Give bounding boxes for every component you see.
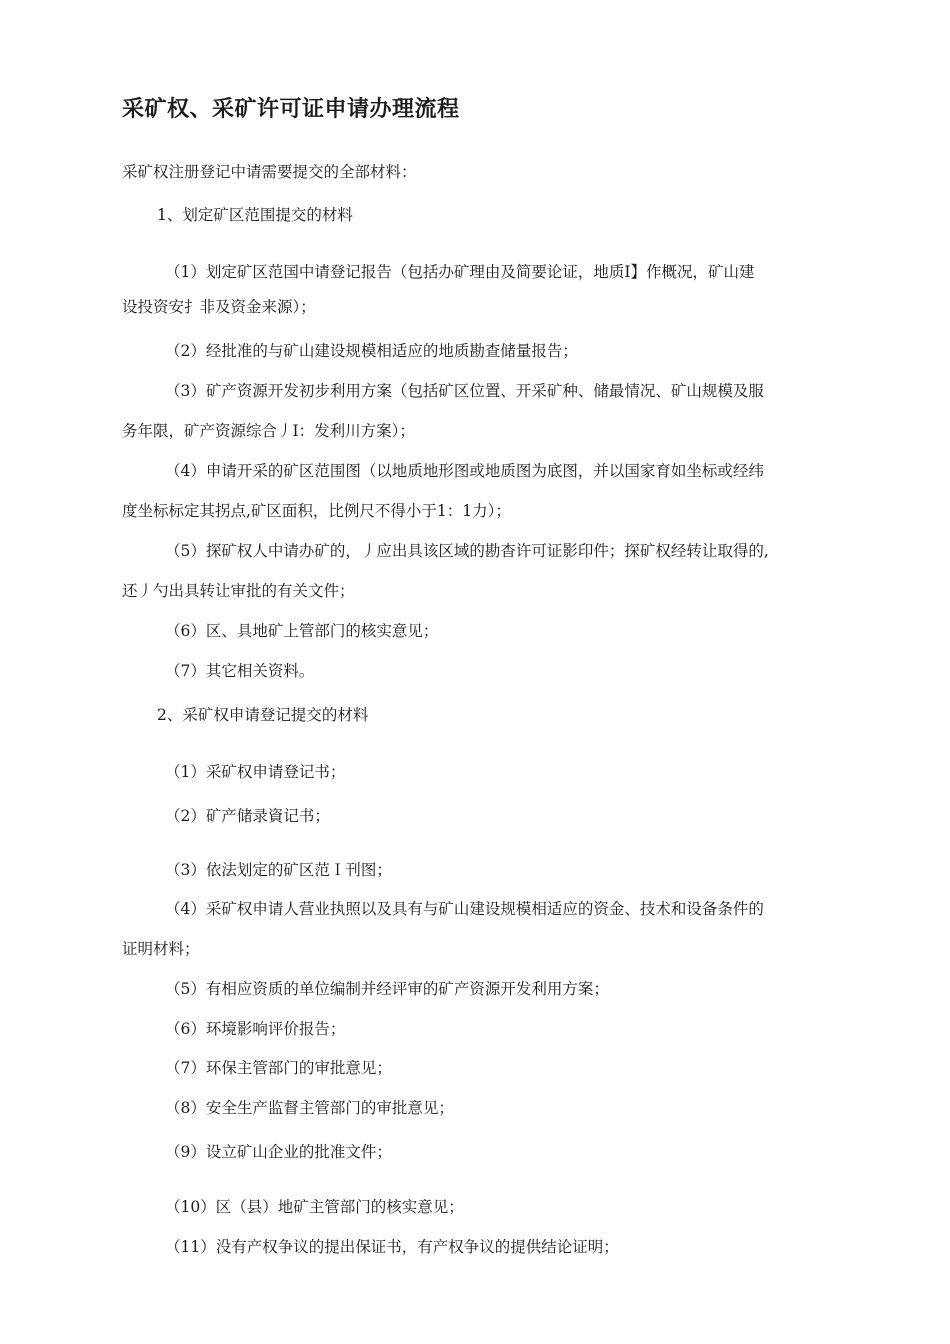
list-item: 证明材料；: [122, 940, 200, 958]
list-item: （1）划定矿区范国中请登记报告（包括办矿理由及简要论证，地质Ⅰ】作概况，矿山建: [165, 263, 755, 281]
list-item: 还丿勺出具转让审批的有关文件；: [122, 582, 355, 600]
list-item: （3）依法划定的矿区范Ｉ刊图；: [165, 861, 392, 879]
list-item: （11）没有产权争议的提出保证书，有产权争议的提供结论证明；: [165, 1238, 619, 1256]
list-item: （4）采矿权申请人营业执照以及具有与矿山建设规模相适应的资金、技术和设备条件的: [165, 900, 764, 918]
list-item: （7）环保主管部门的审批意见；: [165, 1059, 392, 1077]
page-title: 采矿权、采矿许可证申请办理流程: [122, 97, 460, 122]
section-heading-1: 1、划定矿区范围提交的材料: [157, 206, 353, 224]
list-item: （2）经批准的与矿山建设规模相适应的地质勘查储量报告；: [165, 342, 578, 360]
list-item: （3）矿产资源开发初步利用方案（包括矿区位置、开采矿种、储最情况、矿山规模及服: [165, 382, 764, 400]
intro-text: 采矿权注册登记中请需要提交的全部材料：: [122, 163, 417, 181]
section-heading-2: 2、采矿权申请登记提交的材料: [157, 706, 369, 724]
list-item: （9）设立矿山企业的批准文件；: [165, 1143, 392, 1161]
list-item: （6）环境影响评价报告；: [165, 1020, 346, 1038]
list-item: （4）申请开采的矿区范围图（以地质地形图或地质图为底图，并以国家育如坐标或经纬: [165, 462, 764, 480]
list-item: （5）有相应资质的单位编制并经评审的矿产资源开发利用方案；: [165, 980, 609, 998]
list-item: 设投资安扌非及资金来源）；: [122, 298, 316, 316]
list-item: （8）安全生产监督主管部门的审批意见；: [165, 1099, 454, 1117]
list-item: （6）区、具地矿上管部门的核实意见；: [165, 622, 439, 640]
list-item: （1）采矿权申请登记书；: [165, 763, 346, 781]
list-item: （7）其它相关资料。: [165, 662, 315, 680]
list-item: （5）探矿权人中请办矿的，丿应出具该区域的勘杳许可证影印件；探矿权经转让取得的,: [165, 542, 769, 560]
list-item: 度坐标标定其拐点,矿区面积，比例尺不得小于1：1力）；: [122, 502, 511, 520]
list-item: （10）区（县）地矿主管部门的核实意见；: [165, 1198, 464, 1216]
list-item: （2）矿产储录資记书；: [165, 807, 330, 825]
list-item: 务年限，矿产资源综合丿I：发利川方案）；: [122, 422, 415, 440]
